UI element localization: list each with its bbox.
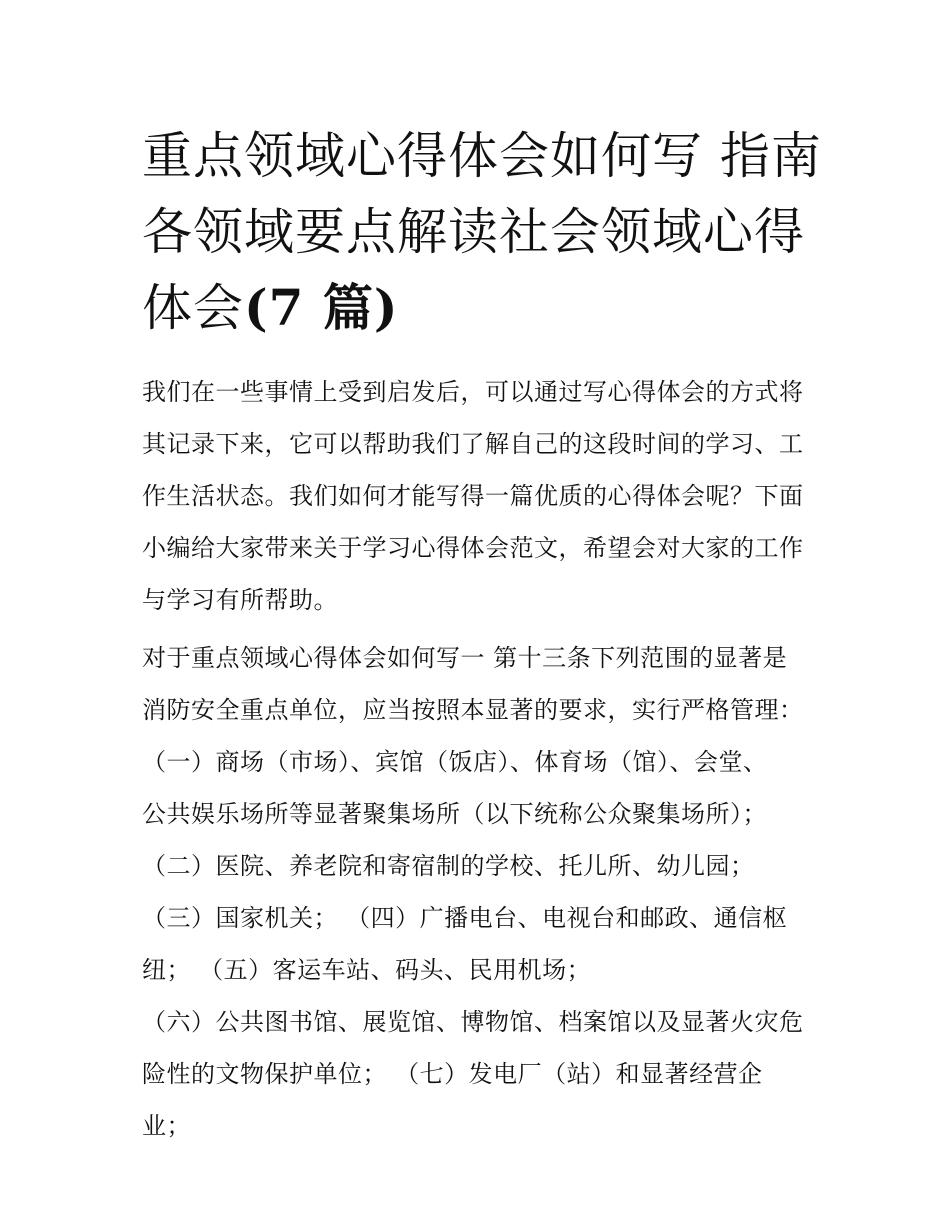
title-line-3 (142, 270, 822, 346)
section-line: 消防安全重点单位，应当按照本显著的要求，实行严格管理： (142, 696, 804, 724)
intro-line: 作生活状态。我们如何才能写得一篇优质的心得体会呢？下面 (142, 482, 804, 510)
document-content (142, 118, 822, 1152)
title-line-3-prefix: 体会 (142, 279, 244, 337)
title-line-1: 重点领域心得体会如何写 指南 (142, 127, 822, 185)
section-line: （一）商场（市场）、宾馆（饭店）、体育场（馆）、会堂、 (142, 748, 768, 776)
title-count: (7 篇) (244, 278, 399, 337)
section-line: 纽； （五）客运车站、码头、民用机场； (142, 956, 592, 984)
section-line: 对于重点领域心得体会如何写一 第十三条下列范围的显著是 (142, 644, 788, 672)
section-paragraph (142, 632, 822, 1152)
intro-line: 小编给大家带来关于学习心得体会范文，希望会对大家的工作 (142, 534, 804, 562)
section-line: （六）公共图书馆、展览馆、博物馆、档案馆以及显著火灾危 (142, 1008, 804, 1036)
intro-line: 我们在一些事情上受到启发后，可以通过写心得体会的方式将 (142, 378, 804, 406)
section-line: （二）医院、养老院和寄宿制的学校、托儿所、幼儿园； (142, 852, 755, 880)
section-line: 业； (142, 1112, 191, 1140)
section-line: 公共娱乐场所等显著聚集场所（以下统称公众聚集场所）； (142, 800, 767, 828)
intro-line: 其记录下来，它可以帮助我们了解自己的这段时间的学习、工 (142, 430, 804, 458)
document-title (142, 118, 822, 346)
intro-line: 与学习有所帮助。 (142, 586, 338, 614)
intro-paragraph (142, 366, 822, 626)
section-line: 险性的文物保护单位； （七）发电厂（站）和显著经营企 (142, 1060, 763, 1088)
section-line: （三）国家机关； （四）广播电台、电视台和邮政、通信枢 (142, 904, 788, 932)
title-line-2: 各领域要点解读社会领域心得 (142, 203, 805, 261)
